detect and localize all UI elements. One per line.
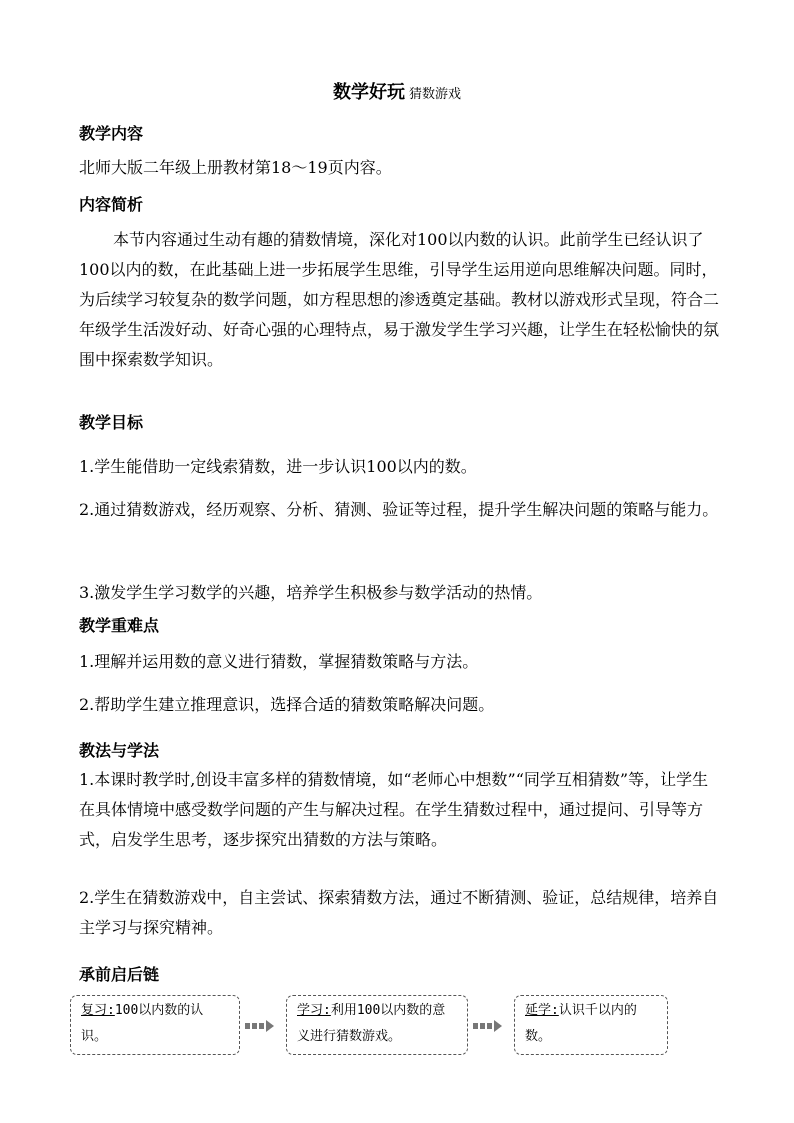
document-title [0, 78, 794, 104]
flow-box-extend [514, 995, 668, 1055]
flow-box-learn [286, 995, 468, 1055]
flow-box-review [70, 995, 240, 1055]
goal-item: 3.激发学生学习数学的兴趣，培养学生积极参与数学活动的热情。 [79, 583, 543, 602]
goal-item: 1.学生能借助一定线索猜数，进一步认识100以内的数。 [79, 457, 477, 476]
goal-item: 2.通过猜数游戏，经历观察、分析、猜测、验证等过程，提升学生解决问题的策略与能力。 [79, 500, 719, 519]
link-flowchart [70, 995, 670, 1059]
teaching-content-text: 北师大版二年级上册教材第18～19页内容。 [79, 158, 392, 177]
flow-box-text: 利用100以内数的意义进行猜数游戏。 [297, 1003, 446, 1044]
arrow-right-icon [473, 1019, 509, 1033]
heading-methods: 教法与学法 [79, 741, 160, 760]
heading-links: 承前启后链 [79, 965, 160, 984]
method-item: 1.本课时教学时,创设丰富多样的猜数情境，如“老师心中想数”“同学互相猜数”等，让学生在具体情境中感受数学问题的产生与解决过程。在学生猜数过程中，通过提问、引导等方式，启发学生思考，逐步探究出猜数的方法与策略。 [79, 770, 709, 849]
heading-teaching-goals: 教学目标 [79, 413, 144, 432]
flow-box-label: 学习: [297, 1003, 331, 1018]
arrow-right-icon [245, 1019, 281, 1033]
heading-teaching-content: 教学内容 [79, 124, 144, 143]
title-main: 数学好玩 [332, 82, 405, 103]
heading-key-points: 教学重难点 [79, 616, 160, 635]
heading-content-analysis: 内容简析 [79, 195, 144, 214]
key-point-item: 1.理解并运用数的意义进行猜数，掌握猜数策略与方法。 [79, 652, 479, 671]
method-item: 2.学生在猜数游戏中，自主尝试、探索猜数方法，通过不断猜测、验证，总结规律，培养自主学习与探究精神。 [79, 888, 719, 937]
flow-box-label: 复习: [81, 1003, 115, 1018]
flow-box-label: 延学: [525, 1003, 559, 1018]
title-sub: 猜数游戏 [408, 87, 461, 102]
flow-box-text: 100以内数的认识。 [81, 1003, 204, 1044]
flow-box-text: 认识千以内的数。 [525, 1003, 637, 1044]
content-analysis-text: 本节内容通过生动有趣的猜数情境，深化对100以内数的认识。此前学生已经认识了100以内的数，在此基础上进一步拓展学生思维，引导学生运用逆向思维解决问题。同时，为后续学习较复杂的数学问题，如方程思想的渗透奠定基础。教材以游戏形式呈现，符合二年级学生活泼好动、好奇心强的心理特点，易于激发学生学习兴趣，让学生在轻松愉快的氛围中探索数学知识。 [79, 230, 720, 369]
key-point-item: 2.帮助学生建立推理意识，选择合适的猜数策略解决问题。 [79, 695, 495, 714]
